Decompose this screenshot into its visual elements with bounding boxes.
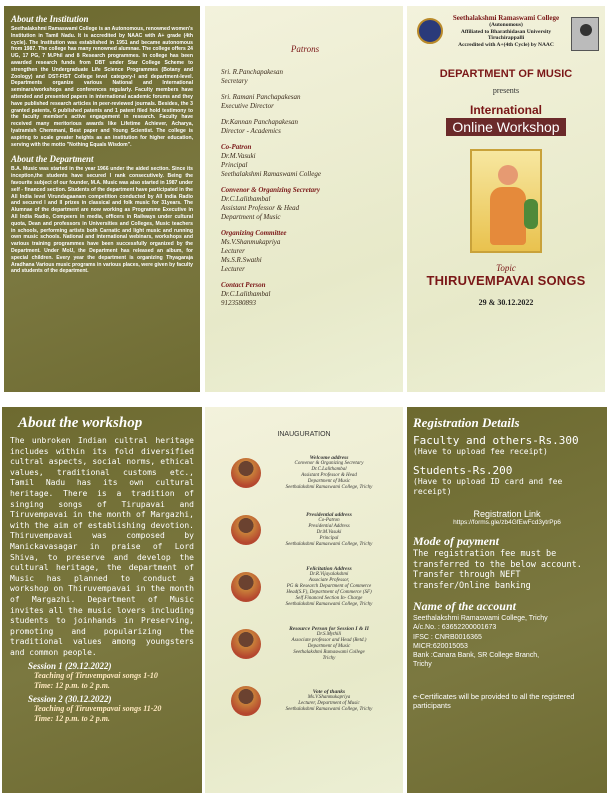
speaker-text: [261, 566, 397, 608]
payment-text: The registration fee must be transferred to the below account. Transfer through NEFT transfer/Online banking: [413, 549, 582, 591]
speaker-text: [261, 455, 397, 491]
institution-text: Seethalakshmi Ramaswami College is an Autonomous, renowned women's Institution in Tamil Nadu. It is accredited by NAAC with A+ grade (4th cycle). The Institution was established in 1951 and became autonomous from 1987. The college has many renowned alumnae. The college offers 24 UG, 17 PG, 7 M.Phil and 8 Research programmes. In college has been awarded research funds from DBT under Star College Scheme to strengthen the Undergraduate Life Science Programmes (Botany and Zoology) and DST-FIST College level category-I and department-level. Departments organize various National and International seminars/workshops and conferences regularly. Faculty members have attended and presented papers in international academic forums and they have published research articles in peer-reviewed journals. Besides, the 3 granted patents, 6 published patents and 1 patent filed hold testimony to the faculty member's active engagement in research. Faculty have received many meritorious awards like Lifetime Achiever, Acharya, Iyatramish Chemmani, Best paper and Young Scientist. The college is aspiring to scale greater heights as an institution for higher education, serving with the motto "Nothing Equals Wisdom".: [11, 26, 193, 148]
speaker-photo: [231, 515, 261, 545]
deity-robe: [490, 187, 526, 245]
registration-heading: Registration Details: [413, 415, 520, 430]
fee-students-note: (Have to upload ID card and fee receipt): [413, 477, 563, 496]
speaker-text: [261, 512, 397, 548]
about-workshop-panel: [2, 407, 202, 793]
registration-link[interactable]: https://forms.gle/zb4GfEwFcd3ytrPp6: [453, 519, 561, 526]
topic-label: Topic: [496, 263, 516, 274]
inauguration-title: INAUGURATION: [277, 431, 331, 438]
account-line: A/c.No. : 63652200001673: [413, 624, 497, 632]
ecertificate-note: e-Certificates will be provided to all the registered participants: [413, 691, 575, 710]
account-heading: Name of the account: [413, 599, 516, 613]
college-sub3: Tiruchirappalli: [487, 35, 525, 42]
institution-panel: [4, 6, 200, 392]
cover-panel: [407, 6, 605, 392]
patron-line: Dr.Kannan Panchapakesan: [221, 118, 298, 126]
speaker-line: Ms.V.Shanmukapriya: [307, 694, 351, 700]
college-sub4: Accredited with A+(4th Cycle) by NAAC: [458, 41, 554, 48]
patron-line: Ms.V.Shanmukapriya: [221, 238, 281, 246]
patron-block: [221, 93, 389, 111]
patron-line: Assistant Professor & Head: [221, 204, 300, 212]
college-sub2: Affiliated to Bharathidasan University: [460, 28, 552, 35]
speaker-photo: [231, 629, 261, 659]
fee-faculty-note: (Have to upload fee receipt): [413, 447, 548, 456]
speaker-list: [211, 444, 397, 729]
session1-title: Session 1 (29.12.2022): [28, 661, 112, 672]
patron-line: Sri. Ramani Panchapakesan: [221, 93, 301, 101]
speaker-line: Co-Patron: [318, 517, 340, 523]
deity-plant: [524, 199, 538, 229]
patron-line: Executive Director: [221, 102, 274, 110]
patrons-panel: [205, 6, 403, 392]
account-line: Trichy: [413, 661, 432, 669]
registration-panel: [407, 407, 607, 793]
payment-heading: Mode of payment: [413, 534, 499, 548]
account-details: [413, 614, 601, 670]
speaker-line: Department of Music: [307, 643, 351, 649]
patron-line: Lecturer: [221, 265, 245, 273]
patron-label: Contact Person: [221, 281, 266, 289]
speaker-line: Seethalakshmi Ramaswami College, Trichy: [285, 541, 373, 547]
patron-line: Department of Music: [221, 213, 281, 221]
speaker-line: Dr.M.Vasuki: [316, 529, 342, 535]
brochure-outer-side: [0, 0, 609, 398]
college-logo: [417, 18, 443, 44]
speaker-line: Seethalakshmi Ramaswami College, Trichy: [285, 484, 373, 490]
patron-label: Convenor & Organizing Secretary: [221, 186, 320, 194]
college-name: Seethalakshmi Ramaswami College: [452, 14, 560, 22]
speaker-role: Resource Person for Session I & II: [289, 625, 369, 632]
speaker-line: Convenor & Organizing Secretary: [294, 460, 364, 466]
patron-block: [221, 143, 389, 179]
inauguration-panel: [205, 407, 403, 793]
speaker-row: [211, 672, 397, 729]
patron-label: Co-Patron: [221, 143, 252, 151]
patron-line: Principal: [221, 161, 248, 169]
session1-topic: Teaching of Tiruvempavai songs 1-10: [34, 671, 158, 681]
patron-line: Secretary: [221, 77, 248, 85]
account-line: IFSC : CNRB0016365: [413, 633, 482, 641]
patron-block: [221, 118, 389, 136]
speaker-line: Trichy: [322, 655, 336, 661]
speaker-line: Seethalakshmi Ramaswami College, Trichy: [285, 706, 373, 712]
speaker-role: Vote of thanks: [312, 688, 346, 695]
patron-line: Seethalakshmi Ramaswami College: [221, 170, 321, 178]
fee-faculty: Faculty and others-Rs.300: [413, 434, 579, 447]
speaker-line: Seethalakshmi Ramaswami College, Trichy: [285, 601, 373, 607]
department-text: B.A. Music was started in the year 1966 under the aided section. Since its inception,the students have secured I rank consecutively. Being the favourite subject of our founder, M.A. Music was also started in 1987 under self - financed section. Students of the department have participated in the All India level Virundagaanam competition conducted by All India Radio and secured I and II prizes in classical and folk music for 31years. The Alumnae of the department are now working as Programme Executive in All India Radio, Compeers in media, officers in Railways under cultural quota, Dean and professors in Universities and Colleges, Music teachers in schools, performing artists both Carnatic and light music and running own music schools. National and international webinars, workshops and various training programmes have been successfully organized by the Department. Under MoU, the Department has released an album, for special children. Every year the department is organizing Thyagaraja Aradhana Various music programs in various places, were given by faculty and students of the department.: [11, 166, 193, 275]
deity-face: [498, 165, 518, 185]
patron-block: [221, 229, 389, 274]
speaker-line: Associate Professor,: [308, 577, 350, 583]
speaker-photo: [231, 458, 261, 488]
speaker-photo: [231, 686, 261, 716]
speaker-photo: [231, 572, 261, 602]
patron-line: Lecturer: [221, 247, 245, 255]
college-sub1: (Autonomous): [489, 22, 523, 28]
patron-line: Director - Academics: [221, 127, 281, 135]
department-title: DEPARTMENT OF MUSIC: [439, 68, 573, 81]
speaker-line: Assistant Professor & Head: [301, 472, 357, 478]
speaker-line: Dr.R.Vijayalakshmi: [309, 571, 349, 577]
patron-block: [221, 281, 389, 308]
brochure-inner-side: [0, 401, 609, 799]
session2-time: Time: 12 p.m. to 2 p.m.: [34, 714, 110, 724]
patron-line: Dr.M.Vasuki: [221, 152, 256, 160]
speaker-line: Dr.C.Lalithambal: [311, 466, 347, 472]
speaker-row: [211, 501, 397, 558]
speaker-row: [211, 615, 397, 672]
patron-label: Organizing Committee: [221, 229, 287, 237]
speaker-line: Self Financed Section In- Charge: [295, 595, 363, 601]
speaker-line: Dr.S.Mythili: [316, 631, 342, 637]
speaker-text: [261, 626, 397, 662]
speaker-line: Associate professor and Head (Retd.): [291, 637, 367, 643]
patron-line: Ms.S.R.Swathi: [221, 256, 262, 264]
patron-line: 9123580893: [221, 299, 256, 307]
patrons-title: Patrons: [290, 44, 320, 54]
account-line: Bank :Canara Bank, SR College Branch,: [413, 652, 540, 660]
presents-text: presents: [492, 86, 520, 96]
registration-link-label: Registration Link: [473, 509, 541, 519]
speaker-line: Seethalakshmi Ramaswami College: [293, 649, 365, 655]
account-line: MICR:620015053: [413, 642, 468, 650]
patron-line: Dr.C.Lalithambal: [221, 195, 271, 203]
speaker-line: PG & Research Department of Commerce: [286, 583, 372, 589]
institution-heading: About the Institution: [11, 14, 89, 24]
speaker-role: Welcome address: [309, 454, 349, 461]
patron-line: Dr.C.Lalithambal: [221, 290, 271, 298]
topic-title: THIRUVEMPAVAI SONGS: [426, 273, 586, 289]
international-text: International: [469, 103, 542, 118]
online-workshop-text: Online Workshop: [446, 118, 565, 136]
patron-block: [221, 68, 389, 86]
department-heading: About the Department: [11, 154, 94, 165]
speaker-line: Lecturer, Department of Music: [298, 700, 360, 706]
about-heading: About the workshop: [18, 415, 143, 431]
patron-block: [221, 186, 389, 222]
speaker-text: [261, 689, 397, 713]
speaker-line: Presidential Address: [308, 523, 350, 529]
speaker-row: [211, 558, 397, 615]
deity-image: [470, 149, 542, 253]
workshop-date: 29 & 30.12.2022: [478, 298, 534, 308]
speaker-line: Head(S.F), Department of Commerce (SF): [286, 589, 372, 595]
session2-title: Session 2 (30.12.2022): [28, 694, 112, 705]
speaker-role: Presidential address: [306, 511, 352, 518]
patron-list: [221, 68, 389, 308]
about-text: The unbroken Indian cultral heritage includes within its fold diversified cultral aspects, social norms, ethical values, traditional customs etc., Tamil Nadu has its own cultural heritage. There is a tradition of singing songs of Tirupavai and Tiruvempavai in the month of Margazhi, with the aim of establishing devotion. Thiruvempavai was composed by Manickavasagar in praise of Lord Shiva, to preserve and develop the cultural heritage, the department of Music has planned to conduct a workshop on Thiruvempavai in the month of Margazhi. Department of Music invites all the music lovers including students to joinhands in Preserving, promoting and popularizing the traditional values among youngsters and common people.: [10, 436, 194, 657]
speaker-line: Principal: [319, 535, 339, 541]
fee-students: Students-Rs.200: [413, 464, 513, 477]
patron-line: Sri. R.Panchapakesan: [221, 68, 284, 76]
session2-topic: Teaching of Tiruvempavai songs 11-20: [34, 704, 162, 714]
session1-time: Time: 12 p.m. to 2 p.m.: [34, 681, 110, 691]
founder-portrait: [571, 17, 599, 51]
account-line: Seethalakshmi Ramaswami College, Trichy: [413, 615, 548, 622]
speaker-role: Felicitation Address: [306, 565, 352, 572]
speaker-line: Department of Music: [307, 478, 351, 484]
speaker-row: [211, 444, 397, 501]
